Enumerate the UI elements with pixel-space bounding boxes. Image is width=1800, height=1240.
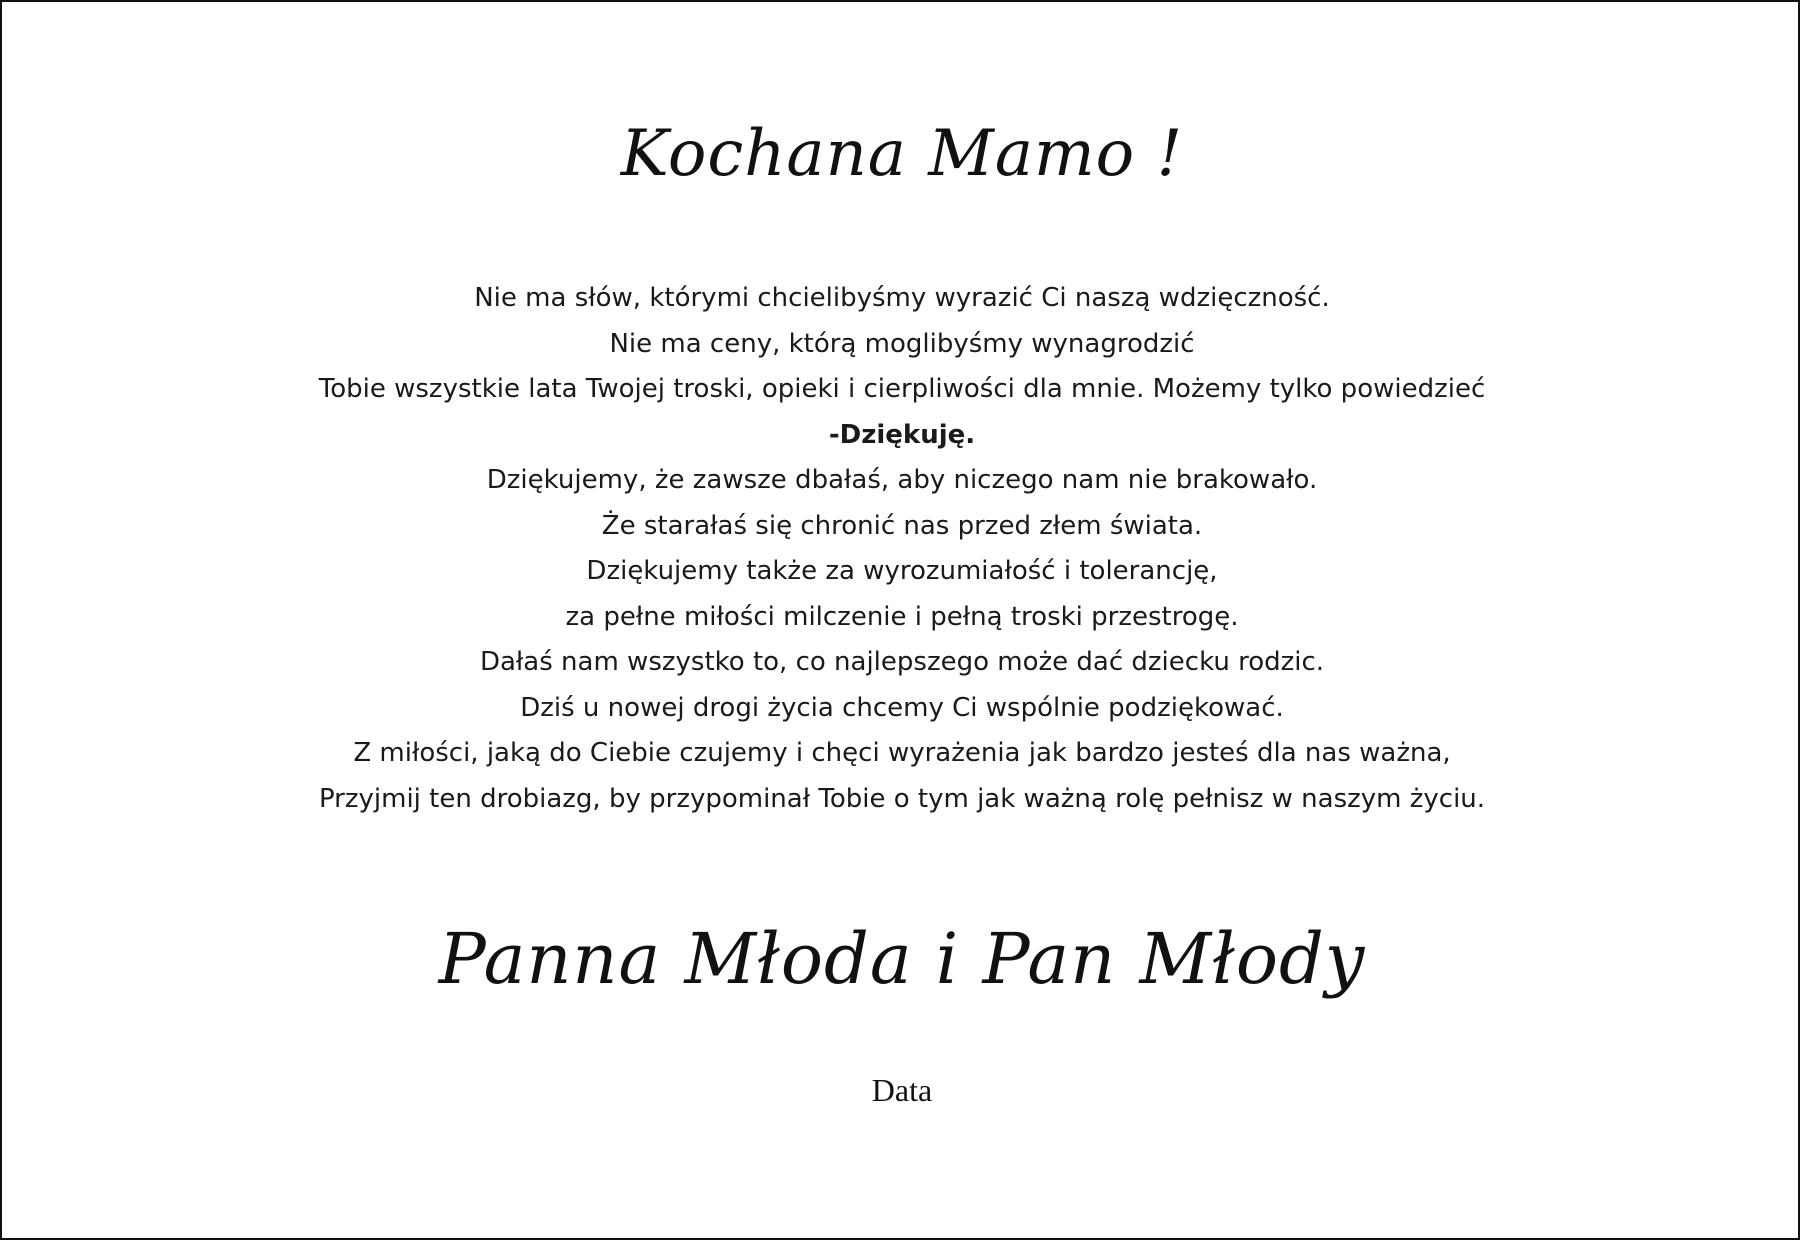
- date-label: Data: [871, 1072, 933, 1108]
- message-line: Dałaś nam wszystko to, co najlepszego może dać dziecku rodzic.: [479, 647, 1325, 677]
- message-line: Nie ma ceny, którą moglibyśmy wynagrodzić: [609, 328, 1195, 359]
- message-line: Tobie wszystkie lata Twojej troski, opieki i cierpliwości dla mnie. Możemy tylko powiedzieć: [318, 374, 1486, 404]
- card-signature: Panna Młoda i Pan Młody: [438, 918, 1366, 1000]
- message-line: za pełne miłości milczenie i pełną troski przestrogę.: [565, 601, 1239, 632]
- message-line-thanks: -Dziękuję.: [828, 419, 976, 450]
- message-line: Że starałaś się chronić nas przed złem świata.: [601, 510, 1203, 541]
- message-line: Dziś u nowej drogi życia chcemy Ci wspólnie podziękować.: [520, 692, 1284, 723]
- message-line: Z miłości, jaką do Ciebie czujemy i chęci wyrażenia jak bardzo jesteś dla nas ważna,: [353, 738, 1451, 768]
- message-line: Nie ma słów, którymi chcielibyśmy wyrazić Ci naszą wdzięczność.: [474, 283, 1330, 313]
- card-heading: Kochana Mamo !: [620, 117, 1184, 191]
- message-line: Dziękujemy, że zawsze dbałaś, aby niczego nam nie brakowało.: [486, 465, 1318, 495]
- message-line: Przyjmij ten drobiazg, by przypominał Tobie o tym jak ważną rolę pełnisz w naszym życiu.: [318, 783, 1486, 814]
- card-message: [202, 276, 1602, 822]
- message-line: Dziękujemy także za wyrozumiałość i tolerancję,: [586, 556, 1218, 586]
